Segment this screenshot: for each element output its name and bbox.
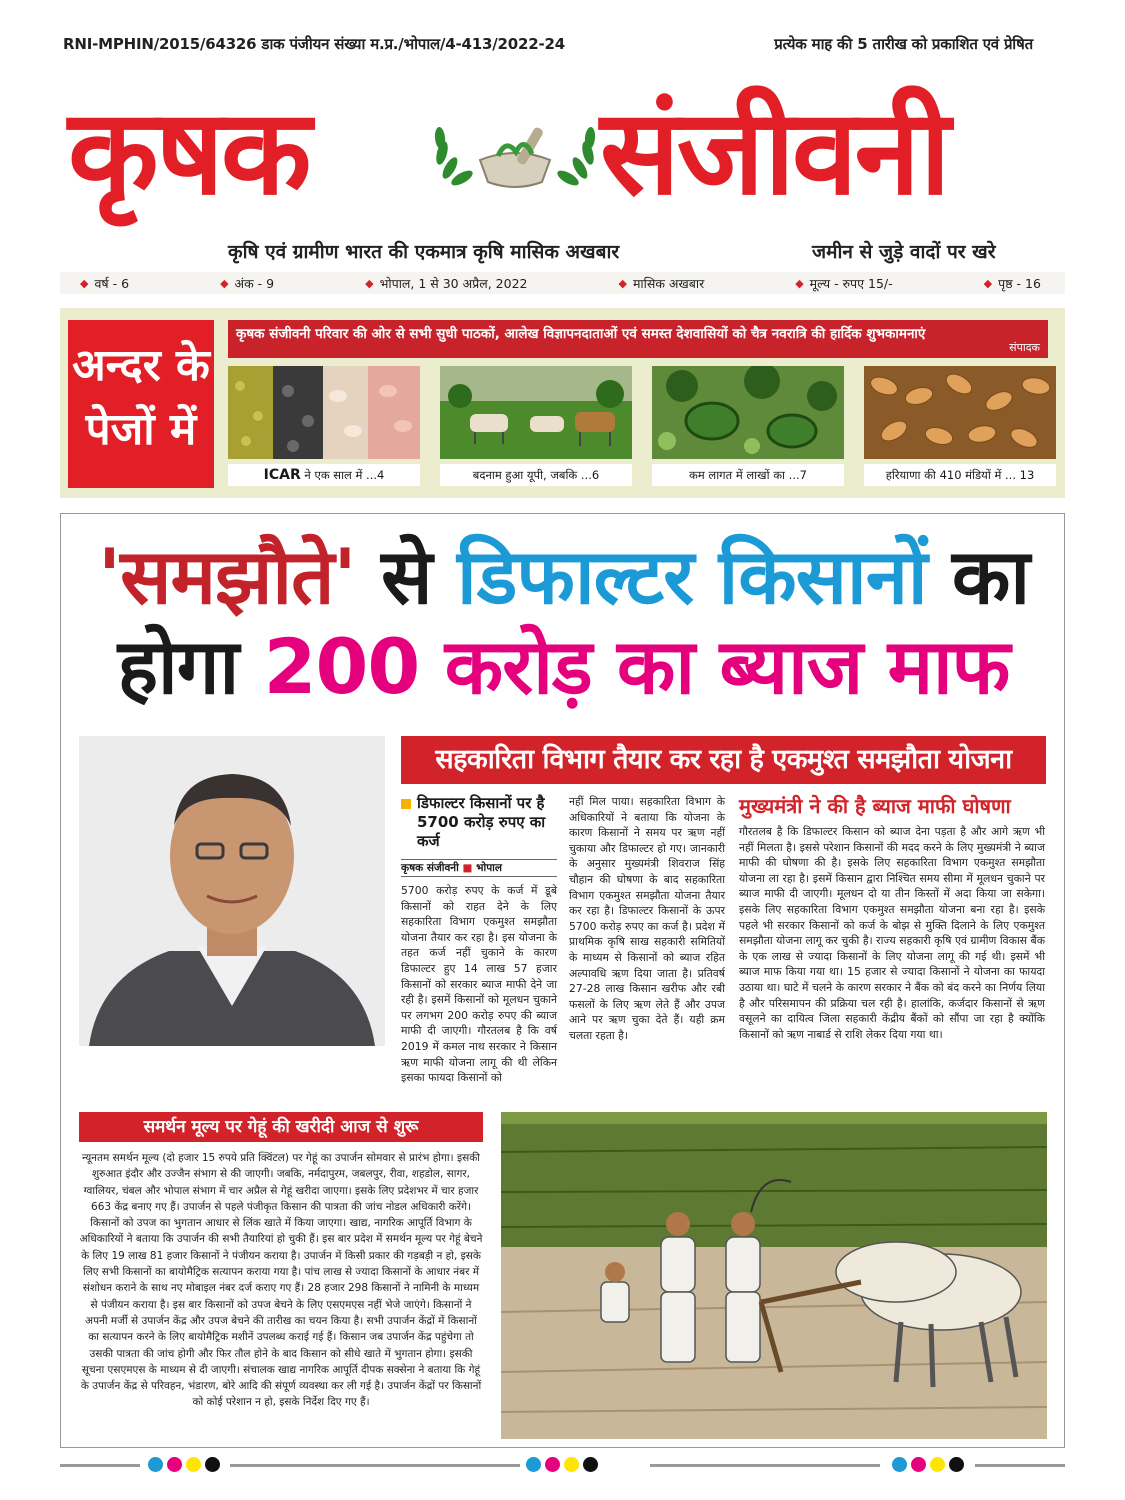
color-dots-center	[526, 1457, 598, 1472]
highlight-box: डिफाल्टर किसानों पर है 5700 करोड़ रुपए का कर्ज	[401, 794, 557, 851]
teaser-image-wheat[interactable]	[864, 366, 1056, 459]
magenta-dot	[545, 1457, 560, 1472]
teaser-image-cattle[interactable]	[440, 366, 632, 459]
chief-minister-photo	[79, 736, 385, 1046]
cyan-dot	[526, 1457, 541, 1472]
issue-info-bar	[60, 272, 1065, 294]
farmers-ploughing-illustration	[501, 1112, 1047, 1439]
msp-article-text: न्यूनतम समर्थन मूल्य (दो हजार 15 रुपये प्रति क्विंटल) पर गेहूं का उपार्जन सोमवार से प्रारंभ होगा। इसकी शुरुआत इंदौर और उज्जैन संभाग से की जाएगी। जबकि, नर्मदापुरम, जबलपुर, रीवा, शहडोल, सागर, ग्वालियर, चंबल और भोपाल संभाग में चार अप्रैल से गेहूं खरीदा जाएगा। इसके लिए प्रदेशभर में चार हजार 663 केंद्र बनाए गए हैं। उपार्जन से पहले पंजीकृत किसान की पात्रता की जांच नोडल अधिकारी करेंगे। किसानों को उपज का भुगतान आधार से लिंक खाते में किया जाएगा। खाद्य, नागरिक आपूर्ति विभाग के अधिकारियों ने बताया कि उपार्जन की सभी तैयारियां हो चुकी हैं। इस बार प्रदेश में समर्थन मूल्य पर गेहूं बेचने के लिए 19 लाख 81 हजार किसानों ने पंजीयन कराया है। उपार्जन में किसी प्रकार की गड़बड़ी न हो, इसके लिए सभी किसानों का बायोमैट्रिक सत्यापन कराया गया है। पांच लाख से ज्यादा किसानों के आधार नंबर में संशोधन कराने के साथ नए मोबाइल नंबर दर्ज कराए गए हैं। 28 हजार 298 किसानों ने नामिनी के माध्यम से पंजीयन कराया है। इस बार किसानों को उपज बेचने के लिए एसएमएस नहीं भेजे जाएंगे। किसानों ने अपनी मर्जी से उपार्जन केंद्र और उपज बेचने की तारीख का चयन किया है। सभी उपार्जन केंद्रों में किसानों का सत्यापन करने के लिए बायोमैट्रिक मशीनें उपलब्ध कराई गई हैं। किसान जब उपार्जन केंद्र पहुंचेगा तो उसकी पात्रता की जांच होगी और फिर तौल होने के बाद किसान को सीधे खाते में भुगतान होगा। इसकी सूचना एसएमएस के माध्यम से दी जाएगी। संचालक खाद्य नागरिक आपूर्ति दीपक सक्सेना ने बताया कि गेहूं के उपार्जन केंद्र से परिवहन, भंडारण, बोरे आदि की संपूर्ण व्यवस्था कर ली गई है। उपार्जन केंद्रों पर किसानों को कोई परेशान न हो, इसके निर्देश दिए गए हैं।	[79, 1152, 483, 1409]
black-dot	[205, 1457, 220, 1472]
teaser-image-seeds[interactable]	[228, 366, 420, 459]
rule-line	[230, 1464, 520, 1467]
masthead-title-left: कृषक	[68, 83, 309, 221]
color-dots-right	[892, 1457, 964, 1472]
masthead-title-right: संजीवनी	[600, 83, 948, 221]
greeting-signature: संपादक	[1009, 341, 1040, 354]
diamond-bullet-icon: ◆	[983, 276, 993, 290]
navratri-greeting: कृषक संजीवनी परिवार की ओर से सभी सुधी पाठकों, आलेख विज्ञापनदाताओं एवं समस्त देशवासियों को चैत्र नवरात्रि की हार्दिक शुभकामनाएं संपादक	[228, 320, 1048, 358]
mortar-pestle-laurel-icon	[420, 108, 610, 203]
black-dot	[949, 1457, 964, 1472]
msp-heading-bar: समर्थन मूल्य पर गेहूं की खरीदी आज से शुरू	[79, 1112, 483, 1142]
registration-number: RNI-MPHIN/2015/64326 डाक पंजीयन संख्या म.प्र./भोपाल/4-413/2022-24	[63, 35, 565, 53]
story-column-2	[569, 794, 725, 1044]
sidebar-text: गौरतलब है कि डिफाल्टर किसान को ब्याज देना पड़ता है और आगे ऋण भी नहीं मिलता है। इससे परेशान किसानों की मदद करने के लिए मुख्यमंत्री ने ब्याज माफी की घोषणा की है। इसके लिए सहकारिता विभाग एकमुश्त समझौता योजना ला रहा है। इसमें किसान द्वारा निश्चित समय सीमा में मूलधन चुकाने पर ब्याज माफी दी जाएगी। मूलधन दो या तीन किस्तों में अदा किया जा सकेगा। इसके लिए सहकारिता विभाग एकमुश्त समझौता योजना बना रहा है। इसके पहले भी सरकार किसानों को कर्ज के बोझ से मुक्ति दिलाने के लिए एकमुश्त समझौता योजना लागू कर चुकी है। राज्य सहकारी कृषि एवं ग्रामीण विकास बैंक के एक लाख से ज्यादा किसानों के लिए योजना लागू की गई थी। इसमें भी ब्याज माफ किया गया था। 15 हजार से ज्यादा किसानों ने योजना का फायदा उठाया था। घाटे में चलने के कारण सरकार ने बैंक को बंद करने का निर्णय लिया है और परिसमापन की प्रक्रिया चल रही है। हालांकि, कर्जदार किसानों से ऋण वसूलने का दायित्व जिला सहकारी केंद्रीय बैंकों को सौंपा जा रहा है क्योंकि किसानों को ऋण नाबार्ड से राशि लेकर दिया गया था।	[739, 825, 1045, 1041]
issue-price: मूल्य - रुपए 15/-	[809, 275, 893, 291]
tagline-left: कृषि एवं ग्रामीण भारत की एकमात्र कृषि मासिक अखबार	[228, 241, 620, 263]
teaser-caption-haryana[interactable]: हरियाणा की 410 मंडियों में ... 13	[864, 464, 1056, 486]
headline-line-1: 'समझौते' से डिफाल्टर किसानों का	[97, 532, 1030, 621]
byline: कृषक संजीवनी ■ भोपाल	[401, 859, 557, 877]
story-column-1	[401, 794, 557, 1086]
square-bullet-icon: ■	[462, 862, 473, 874]
issue-pages: पृष्ठ - 16	[998, 275, 1041, 291]
magenta-dot	[167, 1457, 182, 1472]
rule-line	[650, 1464, 880, 1467]
masthead	[60, 83, 1065, 228]
lead-story	[60, 513, 1065, 1448]
issue-year: वर्ष - 6	[94, 275, 130, 291]
black-dot	[583, 1457, 598, 1472]
teaser-caption-low-cost[interactable]: कम लागत में लाखों का ...7	[652, 464, 844, 486]
teaser-image-watermelon[interactable]	[652, 366, 844, 459]
headline-line-2: होगा 200 करोड़ का ब्याज माफ	[117, 622, 1010, 711]
inside-pages-panel	[60, 308, 1065, 498]
diamond-bullet-icon: ◆	[80, 276, 89, 290]
diamond-bullet-icon: ◆	[220, 276, 229, 290]
yellow-dot	[564, 1457, 579, 1472]
diamond-bullet-icon: ◆	[795, 276, 804, 290]
tagline-right: जमीन से जुड़े वादों पर खरे	[812, 241, 996, 263]
issue-number: अंक - 9	[234, 275, 275, 291]
inside-pages-label: अन्दर के पेजों में	[68, 320, 214, 488]
diamond-bullet-icon: ◆	[618, 276, 627, 290]
registration-marks	[60, 1457, 1065, 1473]
sidebar-heading: मुख्यमंत्री ने की है ब्याज माफी घोषणा	[739, 794, 1011, 818]
magenta-dot	[911, 1457, 926, 1472]
story-text-col-2: नहीं मिल पाया। सहकारिता विभाग के अधिकारियों ने बताया कि योजना के कारण किसानों ने समय पर ऋण नहीं चुकाया और डिफाल्टर हो गए। जानकारी के अनुसार मुख्यमंत्री शिवराज सिंह चौहान की घोषणा के बाद सहकारिता विभाग एकमुश्त समझौता योजना तैयार कर रहा है। डिफाल्टर किसानों के ऊपर 5700 करोड़ रुपए का कर्ज है। प्रदेश में प्राथमिक कृषि साख सहकारी समितियों के माध्यम से किसानों को ब्याज रहित अल्पावधि ऋण दिया जाता है। प्रतिवर्ष 27-28 लाख किसान खरीफ और रबी फसलों के लिए ऋण लेते हैं और उपज आने पर ऋण चुका देते हैं। यही क्रम चलता रहता है।	[569, 795, 725, 1042]
rule-line	[975, 1464, 1065, 1467]
teaser-caption-up[interactable]: बदनाम हुआ यूपी, जबकि ...6	[440, 464, 632, 486]
teaser-caption-icar[interactable]: ICAR ने एक साल में ...4	[228, 464, 420, 486]
rule-line	[60, 1464, 140, 1467]
issue-frequency: मासिक अखबार	[632, 275, 705, 291]
story-text-col-1: 5700 करोड़ रुपए के कर्ज में डूबे किसानों को राहत देने के लिए सहकारिता विभाग एकमुश्त समझौता योजना तैयार कर रहा है। इस योजना के तहत कर्ज नहीं चुकाने के कारण डिफाल्टर हुए 14 लाख 57 हजार किसानों को सरकार ब्याज माफी देने जा रही है। इसमें किसानों को मूलधन चुकाने पर लगभग 200 करोड़ रुपए की ब्याज माफी दी जाएगी। गौरतलब है कि वर्ष 2019 में कमल नाथ सरकार ने किसान ऋण माफी योजना लागू की थी लेकिन इसका फायदा किसानों को	[401, 884, 557, 1085]
issue-date: भोपाल, 1 से 30 अप्रैल, 2022	[379, 275, 528, 291]
sidebar-column	[739, 824, 1045, 1042]
yellow-dot	[186, 1457, 201, 1472]
cyan-dot	[148, 1457, 163, 1472]
color-dots-left	[148, 1457, 220, 1472]
publication-note: प्रत्येक माह की 5 तारीख को प्रकाशित एवं प्रेषित	[774, 35, 1033, 53]
cyan-dot	[892, 1457, 907, 1472]
diamond-bullet-icon: ◆	[365, 276, 374, 290]
subheadline-bar: सहकारिता विभाग तैयार कर रहा है एकमुश्त समझौता योजना	[401, 736, 1046, 784]
yellow-dot	[930, 1457, 945, 1472]
